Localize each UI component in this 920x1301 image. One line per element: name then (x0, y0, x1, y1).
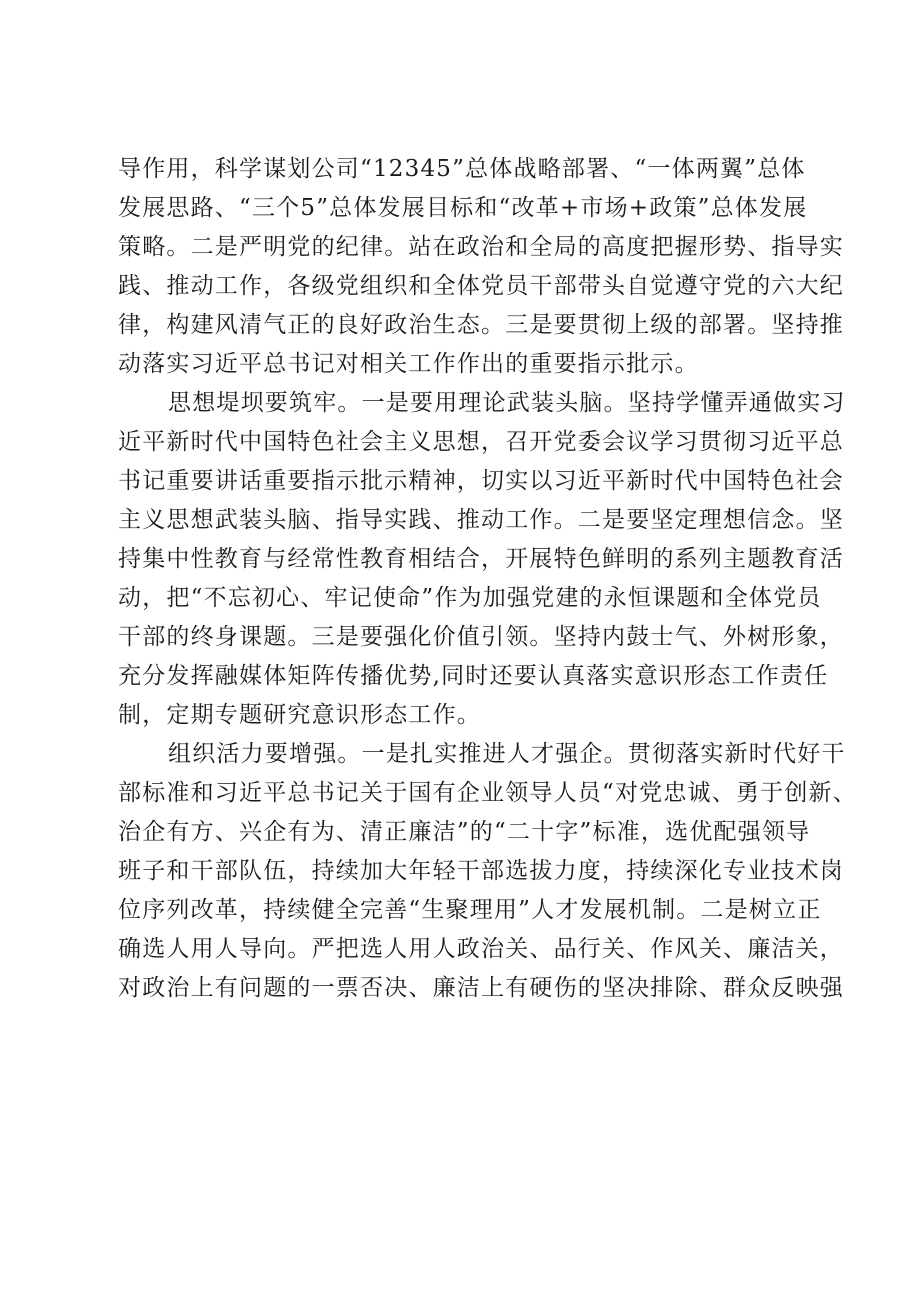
text-line: 部标准和习近平总书记关于国有企业领导人员“对党忠诚、勇于创新、 (118, 780, 857, 806)
body-text (118, 150, 857, 1008)
text-line: 动落实习近平总书记对相关工作作出的重要指示批示。 (118, 351, 699, 377)
text-line: 书记重要讲话重要指示批示精神，切实以习近平新时代中国特色社会 (118, 468, 844, 494)
text-line: 动，把“不忘初心、牢记使命”作为加强党建的永恒课题和全体党员 (118, 585, 822, 611)
text-line: 确选人用人导向。严把选人用人政治关、品行关、作风关、廉洁关， (118, 936, 844, 962)
text-line: 干部的终身课题。三是要强化价值引领。坚持内鼓士气、外树形象， (118, 624, 844, 650)
text-line: 治企有方、兴企有为、清正廉洁”的“二十字”标准，选优配强领导 (118, 819, 811, 845)
text-line: 制，定期专题研究意识形态工作。 (118, 702, 481, 728)
text-line: 律，构建风清气正的良好政治生态。三是要贯彻上级的部署。坚持推 (118, 312, 844, 338)
text-line: 策略。二是严明党的纪律。站在政治和全局的高度把握形势、指导实 (118, 234, 844, 260)
text-line: 持集中性教育与经常性教育相结合，开展特色鲜明的系列主题教育活 (118, 546, 844, 572)
paragraph-start-line: 组织活力要增强。一是扎实推进人才强企。贯彻落实新时代好干 (168, 741, 846, 767)
paragraph-start-line: 思想堤坝要筑牢。一是要用理论武装头脑。坚持学懂弄通做实习 (168, 390, 846, 416)
text-line: 位序列改革，持续健全完善“生聚理用”人才发展机制。二是树立正 (118, 897, 822, 923)
text-line: 对政治上有问题的一票否决、廉洁上有硬伤的坚决排除、群众反映强 (118, 975, 844, 1001)
text-line: 导作用，科学谋划公司“12345”总体战略部署、“一体两翼”总体 (118, 156, 806, 182)
text-line: 班子和干部队伍，持续加大年轻干部选拔力度，持续深化专业技术岗 (118, 858, 844, 884)
text-line: 践、推动工作，各级党组织和全体党员干部带头自觉遵守党的六大纪 (118, 273, 844, 299)
text-line: 发展思路、“三个5”总体发展目标和“改革+市场+政策”总体发展 (118, 195, 808, 221)
text-line: 充分发挥融媒体矩阵传播优势,同时还要认真落实意识形态工作责任 (118, 663, 829, 689)
text-line: 主义思想武装头脑、指导实践、推动工作。二是要坚定理想信念。坚 (118, 507, 844, 533)
text-line: 近平新时代中国特色社会主义思想，召开党委会议学习贯彻习近平总 (118, 429, 844, 455)
